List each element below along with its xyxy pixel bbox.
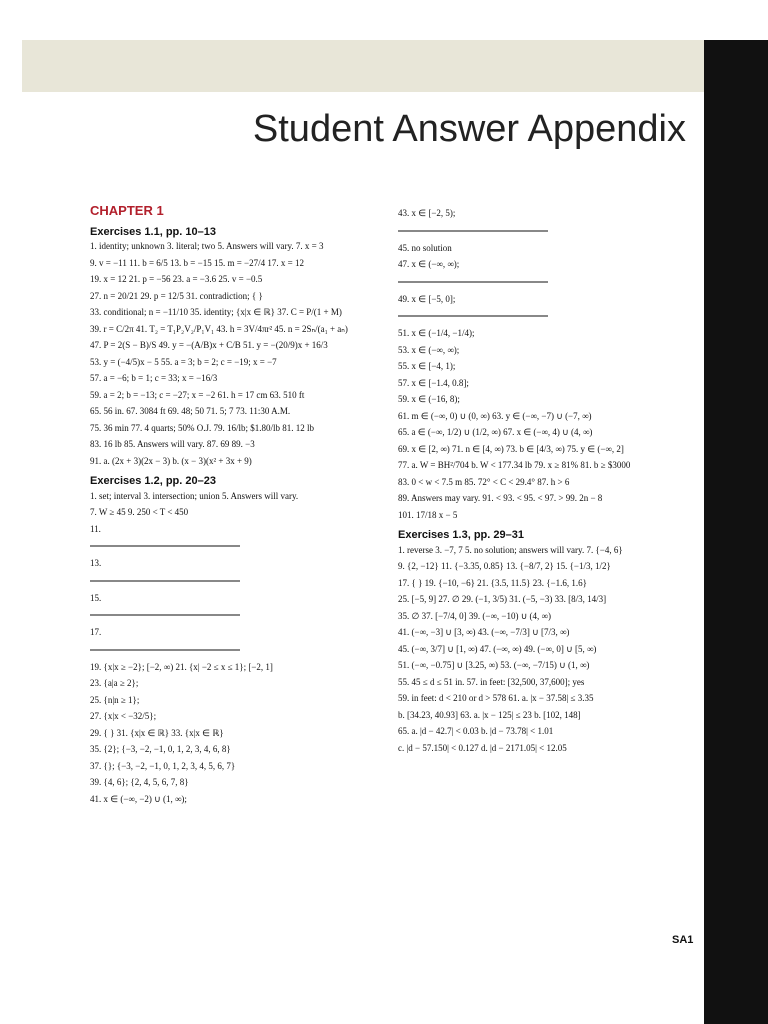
answer-line: 27. n = 20/21 29. p = 12/5 31. contradiction; { }	[90, 290, 263, 301]
left-column	[90, 203, 380, 810]
answer-line: 27. {x|x < −32/5};	[90, 711, 157, 721]
answer-line: 75. 36 min 77. 4 quarts; 50% O.J. 79. 16/lb; $1.80/lb 81. 12 lb	[90, 422, 314, 433]
answer-line: 83. 0 < w < 7.5 m 85. 72° < C < 29.4° 87. h > 6	[398, 476, 570, 487]
answer-line: 65. a. |d − 42.7| < 0.03 b. |d − 73.78| < 1.01	[398, 726, 554, 736]
answer-line: 51. x ∈ (−1/4, −1/4);	[398, 328, 475, 338]
answer-line: 33. conditional; n = −11/10 35. identity; {x|x ∈ ℝ} 37. C = P/(1 + M)	[90, 307, 342, 317]
answer-line: 45. (−∞, 3/7] ∪ [1, ∞) 47. (−∞, ∞) 49. (−∞, 0] ∪ [5, ∞)	[398, 643, 597, 654]
answer-line: 77. a. W = BH²/704 b. W < 177.34 lb 79. x ≥ 81% 81. b ≥ $3000	[398, 460, 631, 470]
answer-line: 59. x ∈ (−16, 8);	[398, 394, 460, 404]
answer-line: 59. in feet: d < 210 or d > 578 61. a. |x − 37.58| ≤ 3.35	[398, 693, 594, 703]
answer-line: 65. a ∈ (−∞, 1/2) ∪ (1/2, ∞) 67. x ∈ (−∞, 4) ∪ (4, ∞)	[398, 427, 593, 437]
answer-line: 59. a = 2; b = −13; c = −27; x = −2 61. h = 17 cm 63. 510 ft	[90, 389, 305, 400]
answer-line: 57. a = −6; b = 1; c = 33; x = −16/3	[90, 373, 218, 383]
answer-line: 41. (−∞, −3] ∪ [3, ∞) 43. (−∞, −7/3] ∪ [7/3, ∞)	[398, 627, 570, 637]
answer-line: 7. W ≥ 45 9. 250 < T < 450	[90, 507, 189, 517]
number-line	[398, 310, 548, 322]
section-title: Exercises 1.1, pp. 10–13	[90, 225, 216, 238]
answer-line: 43. x ∈ [−2, 5);	[398, 208, 456, 218]
answer-line: 41. x ∈ (−∞, −2) ∪ (1, ∞);	[90, 793, 187, 804]
page-number: SA1	[672, 934, 694, 946]
answer-line: 39. {4, 6}; {2, 4, 5, 6, 7, 8}	[90, 777, 189, 787]
answer-line: 101. 17/18 x − 5	[398, 509, 458, 520]
answer-line: 45. no solution	[398, 242, 452, 253]
chapter-heading: CHAPTER 1	[90, 203, 164, 218]
number-line	[90, 575, 240, 587]
answer-line: 91. a. (2x + 3)(2x − 3) b. (x − 3)(x² + 3x + 9)	[90, 455, 252, 466]
answer-line: 83. 16 lb 85. Answers will vary. 87. 69 89. −3	[90, 439, 255, 449]
answer-line: 19. x = 12 21. p = −56 23. a = −3.6 25. v = −0.5	[90, 274, 263, 284]
answer-line: 29. { } 31. {x|x ∈ ℝ} 33. {x|x ∈ ℝ}	[90, 727, 224, 738]
answer-line: 25. {n|n ≥ 1};	[90, 694, 140, 705]
answer-line: 1. reverse 3. −7, 7 5. no solution; answers will vary. 7. {−4, 6}	[398, 544, 623, 555]
answer-line: 11.	[90, 523, 101, 534]
section-title: Exercises 1.3, pp. 29–31	[398, 529, 524, 541]
number-line	[90, 609, 240, 621]
answer-line: 55. 45 ≤ d ≤ 51 in. 57. in feet: [32,500, 37,600]; yes	[398, 676, 585, 687]
answer-line: 61. m ∈ (−∞, 0) ∪ (0, ∞) 63. y ∈ (−∞, −7) ∪ (−7, ∞)	[398, 410, 592, 421]
answer-line: 53. y = (−4/5)x − 5 55. a = 3; b = 2; c = −19; x = −7	[90, 356, 277, 367]
answer-line: 69. x ∈ [2, ∞) 71. n ∈ [4, ∞) 73. b ∈ [4/3, ∞) 75. y ∈ (−∞, 2]	[398, 443, 624, 454]
answer-line: 51. (−∞, −0.75] ∪ [3.25, ∞) 53. (−∞, −7/15) ∪ (1, ∞)	[398, 660, 590, 670]
answer-line: 9. {2, −12} 11. {−3.35, 0.85} 13. {−8/7, 2} 15. {−1/3, 1/2}	[398, 561, 611, 571]
number-line	[90, 540, 240, 552]
answer-line: 17. { } 19. {−10, −6} 21. {3.5, 11.5} 23. {−1.6, 1.6}	[398, 577, 587, 588]
right-column	[398, 208, 698, 759]
answer-line: 65. 56 in. 67. 3084 ft 69. 48; 50 71. 5; 7 73. 11:30 A.M.	[90, 406, 291, 416]
answer-line: 35. {2}; {−3, −2, −1, 0, 1, 2, 3, 4, 6, 8}	[90, 744, 231, 754]
number-line	[398, 276, 548, 288]
answer-line: 35. ∅ 37. [−7/4, 0] 39. (−∞, −10) ∪ (4, ∞)	[398, 610, 551, 621]
answer-line: 37. {}; {−3, −2, −1, 0, 1, 2, 3, 4, 5, 6, 7}	[90, 760, 236, 771]
answer-line: 53. x ∈ (−∞, ∞);	[398, 344, 460, 355]
answer-line: 47. x ∈ (−∞, ∞);	[398, 259, 460, 269]
answer-line: 55. x ∈ [−4, 1);	[398, 361, 456, 371]
number-line	[398, 225, 548, 237]
answer-line: 39. r = C/2π 41. T₂ = T₁P₂V₂/P₁V₁ 43. h = 3V/4πr² 45. n = 2Sₙ/(a₁ + aₙ)	[90, 323, 348, 334]
answer-line: 17.	[90, 627, 102, 637]
answer-line: 19. {x|x ≥ −2}; [−2, ∞) 21. {x| −2 ≤ x ≤ 1}; [−2, 1]	[90, 661, 273, 672]
answer-line: 25. [−5, 9] 27. ∅ 29. (−1, 3/5) 31. (−5, −3) 33. [8/3, 14/3]	[398, 594, 607, 604]
answer-line: 9. v = −11 11. b = 6/5 13. b = −15 15. m = −27/4 17. x = 12	[90, 257, 304, 268]
side-tab	[704, 40, 768, 1024]
answer-line: 1. identity; unknown 3. literal; two 5. Answers will vary. 7. x = 3	[90, 241, 324, 251]
answer-line: 89. Answers may vary. 91. < 93. < 95. < 97. > 99. 2n − 8	[398, 493, 603, 503]
page-title: Student Answer Appendix	[252, 108, 686, 150]
answer-line: c. |d − 57.150| < 0.127 d. |d − 2171.05| < 12.05	[398, 742, 567, 753]
answer-line: 49. x ∈ [−5, 0];	[398, 293, 456, 304]
answer-line: 57. x ∈ [−1.4, 0.8];	[398, 377, 469, 388]
answer-line: b. [34.23, 40.93] 63. a. |x − 125| ≤ 23 b. [102, 148]	[398, 709, 581, 720]
section-title: Exercises 1.2, pp. 20–23	[90, 475, 216, 487]
number-line	[90, 644, 240, 656]
header-banner	[22, 40, 704, 92]
answer-line: 15.	[90, 592, 102, 603]
answer-line: 1. set; interval 3. intersection; union 5. Answers will vary.	[90, 490, 299, 501]
answer-line: 13.	[90, 558, 102, 568]
answer-line: 47. P = 2(S − B)/S 49. y = −(A/B)x + C/B 51. y = −(20/9)x + 16/3	[90, 340, 328, 350]
answer-line: 23. {a|a ≥ 2};	[90, 678, 139, 688]
